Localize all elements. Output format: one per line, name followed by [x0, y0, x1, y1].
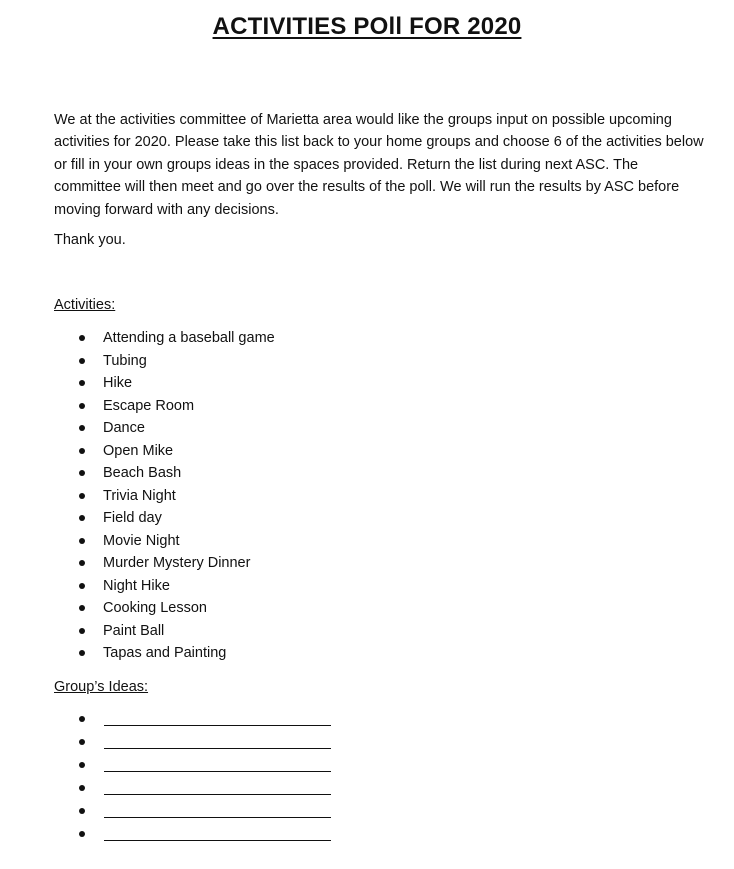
bullet-icon	[79, 785, 85, 791]
activity-list-item	[0, 485, 734, 508]
activity-list-item	[0, 507, 734, 530]
bullet-icon	[79, 538, 85, 544]
bullet-icon	[79, 425, 85, 431]
activity-label: Cooking Lesson	[103, 600, 207, 616]
group-ideas-heading: Group’s Ideas:	[54, 679, 149, 695]
activity-label: Trivia Night	[103, 487, 176, 504]
bullet-icon	[79, 762, 85, 768]
bullet-icon	[79, 493, 85, 499]
bullet-icon	[79, 358, 85, 364]
group-idea-item	[0, 754, 734, 777]
bullet-icon	[79, 515, 85, 521]
activity-label: Field day	[103, 510, 162, 526]
activity-list-item	[0, 642, 734, 665]
fill-in-blank-line	[104, 771, 331, 772]
group-idea-item	[0, 777, 734, 800]
activity-list-item	[0, 462, 734, 485]
activity-label: Paint Ball	[103, 622, 165, 639]
activity-list-item	[0, 372, 734, 395]
activities-heading: Activities:	[54, 297, 116, 313]
document-title: ACTIVITIES POll FOR 2020	[212, 13, 522, 40]
activity-list-item	[0, 575, 734, 598]
bullet-icon	[79, 380, 85, 386]
group-idea-item	[0, 731, 734, 754]
activity-list-item	[0, 552, 734, 575]
activity-label: Murder Mystery Dinner	[103, 555, 251, 571]
bullet-icon	[79, 808, 85, 814]
bullet-icon	[79, 650, 85, 656]
bullet-icon	[79, 716, 85, 722]
fill-in-blank-line	[104, 817, 331, 818]
activity-list-item	[0, 597, 734, 620]
group-idea-item	[0, 800, 734, 823]
activity-list-item	[0, 440, 734, 463]
activity-label: Beach Bash	[103, 465, 182, 481]
group-idea-item	[0, 708, 734, 731]
bullet-icon	[79, 583, 85, 589]
bullet-icon	[79, 470, 85, 476]
fill-in-blank-line	[104, 840, 331, 841]
activity-label: Tapas and Painting	[103, 645, 227, 661]
bullet-icon	[79, 448, 85, 454]
activities-list	[0, 327, 734, 665]
activity-list-item	[0, 327, 734, 350]
activity-label: Dance	[103, 420, 145, 436]
bullet-icon	[79, 403, 85, 409]
intro-paragraph: We at the activities committee of Marietta area would like the groups input on possible upcoming activities for 2020. Please take this list back to your home groups and choose 6 of the activities below or fill in your own groups ideas in the spaces provided. Return the list during next ASC. The committee will then meet and go over the results of the poll. We will run the results by ASC before moving forward with any decisions.	[54, 112, 704, 218]
activity-label: Escape Room	[103, 397, 195, 414]
group-ideas-list	[0, 708, 734, 846]
bullet-icon	[79, 560, 85, 566]
bullet-icon	[79, 628, 85, 634]
fill-in-blank-line	[104, 748, 331, 749]
activity-list-item	[0, 350, 734, 373]
activity-list-item	[0, 395, 734, 418]
activity-list-item	[0, 417, 734, 440]
bullet-icon	[79, 335, 85, 341]
activity-list-item	[0, 620, 734, 643]
thank-you-text: Thank you.	[54, 232, 126, 248]
activity-list-item	[0, 530, 734, 553]
bullet-icon	[79, 739, 85, 745]
activity-label: Hike	[103, 375, 133, 391]
activity-label: Night Hike	[103, 577, 170, 594]
fill-in-blank-line	[104, 725, 331, 726]
fill-in-blank-line	[104, 794, 331, 795]
activity-label: Attending a baseball game	[103, 330, 275, 346]
activity-label: Movie Night	[103, 532, 180, 549]
activity-label: Open Mike	[103, 442, 174, 459]
bullet-icon	[79, 831, 85, 837]
group-idea-item	[0, 823, 734, 846]
activity-label: Tubing	[103, 352, 147, 369]
bullet-icon	[79, 605, 85, 611]
